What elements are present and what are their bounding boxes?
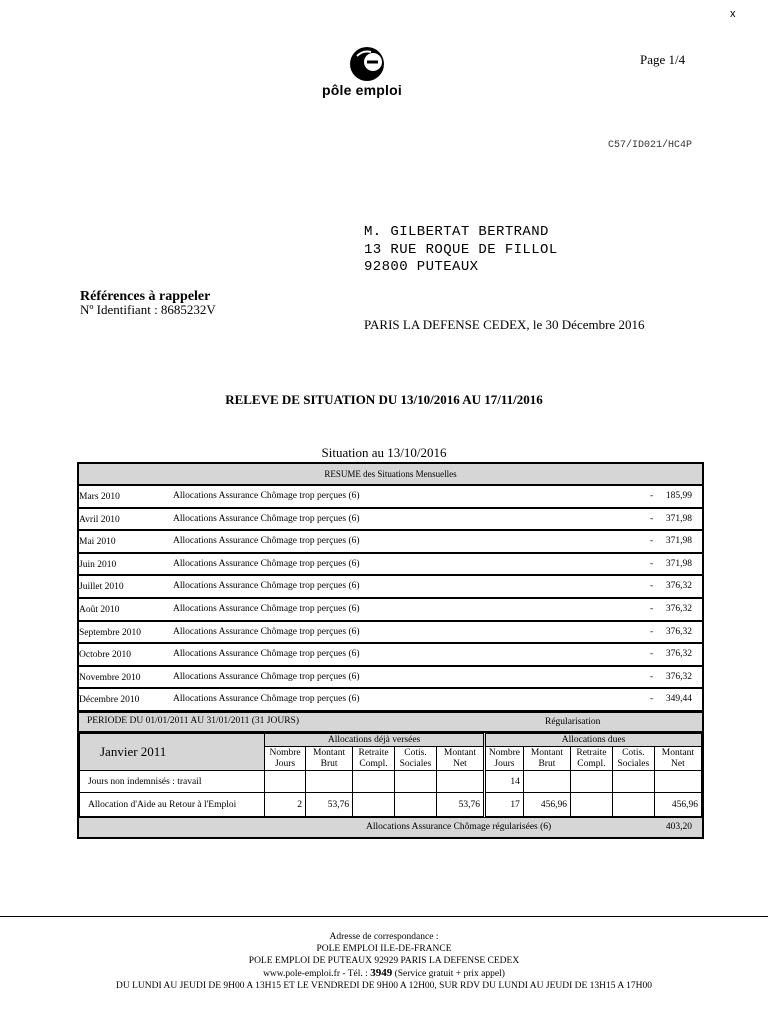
footer-line-5: DU LUNDI AU JEUDI DE 9H00 A 13H15 ET LE VENDREDI DE 9H00 A 12H00, SUR RDV DU LUNDI AU JEUDI DE 13H15 A 17H00 — [116, 981, 652, 991]
footer-line-4 — [0, 967, 768, 980]
summary-row — [79, 622, 702, 645]
summary-description: Allocations Assurance Chômage trop perçues (6) — [173, 558, 360, 569]
summary-row — [79, 644, 702, 667]
logo-text: pôle emploi — [322, 82, 402, 98]
dues-col-retraite: Retraite Compl. — [570, 747, 612, 771]
versees-col-montant-net: Montant Net — [436, 747, 484, 771]
group-versees: Allocations déjà versées — [265, 734, 485, 747]
summary-description: Allocations Assurance Chômage trop perçues (6) — [173, 513, 360, 524]
summary-sign: - — [650, 626, 654, 637]
period-cell-d-brut: 456,96 — [523, 793, 570, 817]
period-row — [80, 771, 702, 793]
summary-sign: - — [650, 536, 654, 547]
recipient-city: 92800 PUTEAUX — [364, 259, 479, 275]
summary-row — [79, 509, 702, 532]
summary-sign: - — [650, 603, 654, 614]
period-cell-d-ret — [570, 771, 612, 793]
reference-code: C57/ID021/HC4P — [608, 140, 693, 151]
summary-sign: - — [650, 558, 654, 569]
period-cell-d-net — [654, 771, 701, 793]
period-cell-v-nb: 2 — [265, 793, 306, 817]
period-cell-d-cot — [612, 793, 654, 817]
summary-description: Allocations Assurance Chômage trop perçues (6) — [173, 491, 360, 501]
period-month: Janvier 2011 — [80, 734, 265, 771]
summary-amount: 371,98 — [665, 513, 692, 524]
document-title: RELEVE DE SITUATION DU 13/10/2016 AU 17/11/2016 — [225, 392, 543, 407]
total-value: 403,20 — [665, 822, 692, 832]
summary-description: Allocations Assurance Chômage trop perçues (6) — [173, 536, 360, 547]
summary-month: Juillet 2010 — [79, 582, 124, 593]
summary-amount: 376,32 — [665, 671, 692, 682]
summary-description: Allocations Assurance Chômage trop perçues (6) — [173, 649, 360, 660]
summary-sign: - — [650, 671, 654, 682]
summary-month: Avril 2010 — [79, 514, 120, 525]
dues-col-nombre-jours: Nombre Jours — [485, 747, 524, 771]
summary-month: Septembre 2010 — [79, 627, 142, 638]
versees-col-cotis: Cotis. Sociales — [395, 747, 437, 771]
period-cell-d-brut — [523, 771, 570, 793]
footer — [0, 931, 768, 992]
summary-amount: 376,32 — [665, 581, 692, 592]
summary-row — [79, 486, 702, 509]
phone-number: 3949 — [370, 967, 393, 979]
recipient-street: 13 RUE ROQUE DE FILLOL — [364, 241, 558, 258]
period-grid — [79, 733, 702, 817]
summary-month: Octobre 2010 — [79, 650, 131, 661]
period-cell-v-net: 53,76 — [436, 793, 484, 817]
summary-amount: 185,99 — [665, 491, 692, 501]
period-cell-v-cot — [395, 771, 437, 793]
summary-sign: - — [650, 694, 654, 705]
summary-month: Mars 2010 — [79, 492, 120, 502]
period-cell-v-brut: 53,76 — [306, 793, 353, 817]
versees-col-montant-brut: Montant Brut — [306, 747, 353, 771]
summary-month: Mai 2010 — [79, 537, 116, 548]
period-cell-d-cot — [612, 771, 654, 793]
period-label: PERIODE DU 01/01/2011 AU 31/01/2011 (31 JOURS) — [87, 716, 299, 726]
summary-row — [79, 667, 702, 690]
footer-line-1: Adresse de correspondance : — [329, 932, 439, 942]
summary-amount: 376,32 — [665, 603, 692, 614]
summary-description: Allocations Assurance Chômage trop perçues (6) — [173, 581, 360, 592]
summary-month: Novembre 2010 — [79, 672, 141, 683]
dues-col-cotis: Cotis. Sociales — [612, 747, 654, 771]
summary-month: Août 2010 — [79, 604, 120, 615]
period-cell-v-ret — [353, 771, 395, 793]
summary-sign: - — [650, 581, 654, 592]
summary-month: Juin 2010 — [79, 559, 117, 570]
period-cell-v-cot — [395, 793, 437, 817]
summary-amount: 371,98 — [665, 558, 692, 569]
period-cell-v-nb — [265, 771, 306, 793]
period-cell-v-net — [436, 771, 484, 793]
references-title: Références à rappeler — [80, 289, 211, 304]
summary-month: Décembre 2010 — [79, 695, 140, 706]
period-cell-v-ret — [353, 793, 395, 817]
total-label: Allocations Assurance Chômage régularisées (6) — [366, 822, 552, 832]
summary-description: Allocations Assurance Chômage trop perçues (6) — [173, 694, 360, 705]
versees-col-retraite: Retraite Compl. — [353, 747, 395, 771]
footer-divider — [0, 916, 768, 917]
recipient-name: M. GILBERTAT BERTRAND — [364, 224, 549, 240]
period-cell-d-ret — [570, 793, 612, 817]
period-cell-d-nb: 14 — [485, 771, 524, 793]
summary-rows — [79, 486, 702, 710]
summary-row — [79, 689, 702, 710]
period-row-label: Allocation d'Aide au Retour à l'Emploi — [80, 793, 265, 817]
dues-col-montant-brut: Montant Brut — [523, 747, 570, 771]
recipient-address — [364, 224, 558, 277]
period-header — [79, 713, 702, 733]
summary-row — [79, 531, 702, 554]
summary-sign: - — [650, 491, 654, 501]
summary-sign: - — [650, 649, 654, 660]
dues-col-montant-net: Montant Net — [654, 747, 701, 771]
period-cell-v-brut — [306, 771, 353, 793]
summary-row — [79, 576, 702, 599]
summary-row — [79, 554, 702, 577]
summary-amount: 376,32 — [665, 649, 692, 660]
place-date: PARIS LA DEFENSE CEDEX, le 30 Décembre 2016 — [364, 317, 645, 332]
summary-description: Allocations Assurance Chômage trop perçues (6) — [173, 671, 360, 682]
summary-amount: 371,98 — [665, 536, 692, 547]
summary-table — [77, 462, 704, 712]
page-number: Page 1/4 — [640, 52, 686, 67]
group-dues: Allocations dues — [485, 734, 702, 747]
website-text: www.pole-emploi.fr - Tél. : — [263, 969, 371, 979]
period-row — [80, 793, 702, 817]
regularisation-label: Régularisation — [545, 717, 601, 727]
period-row-label: Jours non indemnisés : travail — [80, 771, 265, 793]
summary-row — [79, 599, 702, 622]
period-cell-d-net: 456,96 — [654, 793, 701, 817]
summary-amount: 349,44 — [665, 694, 692, 705]
summary-description: Allocations Assurance Chômage trop perçues (6) — [173, 603, 360, 614]
period-table — [77, 711, 704, 839]
summary-amount: 376,32 — [665, 626, 692, 637]
period-cell-d-nb: 17 — [485, 793, 524, 817]
footer-line-2: POLE EMPLOI ILE-DE-FRANCE — [316, 944, 452, 954]
phone-note: (Service gratuit + prix appel) — [392, 969, 505, 979]
summary-description: Allocations Assurance Chômage trop perçues (6) — [173, 626, 360, 637]
close-icon[interactable]: x — [730, 8, 736, 20]
regularisation-total — [79, 817, 702, 837]
versees-col-nombre-jours: Nombre Jours — [265, 747, 306, 771]
situation-date: Situation au 13/10/2016 — [321, 445, 447, 460]
summary-header: RESUME des Situations Mensuelles — [79, 464, 702, 486]
summary-sign: - — [650, 513, 654, 524]
identifiant: Nº Identifiant : 8685232V — [80, 302, 216, 317]
footer-line-3: POLE EMPLOI DE PUTEAUX 92929 PARIS LA DEFENSE CEDEX — [248, 956, 520, 966]
